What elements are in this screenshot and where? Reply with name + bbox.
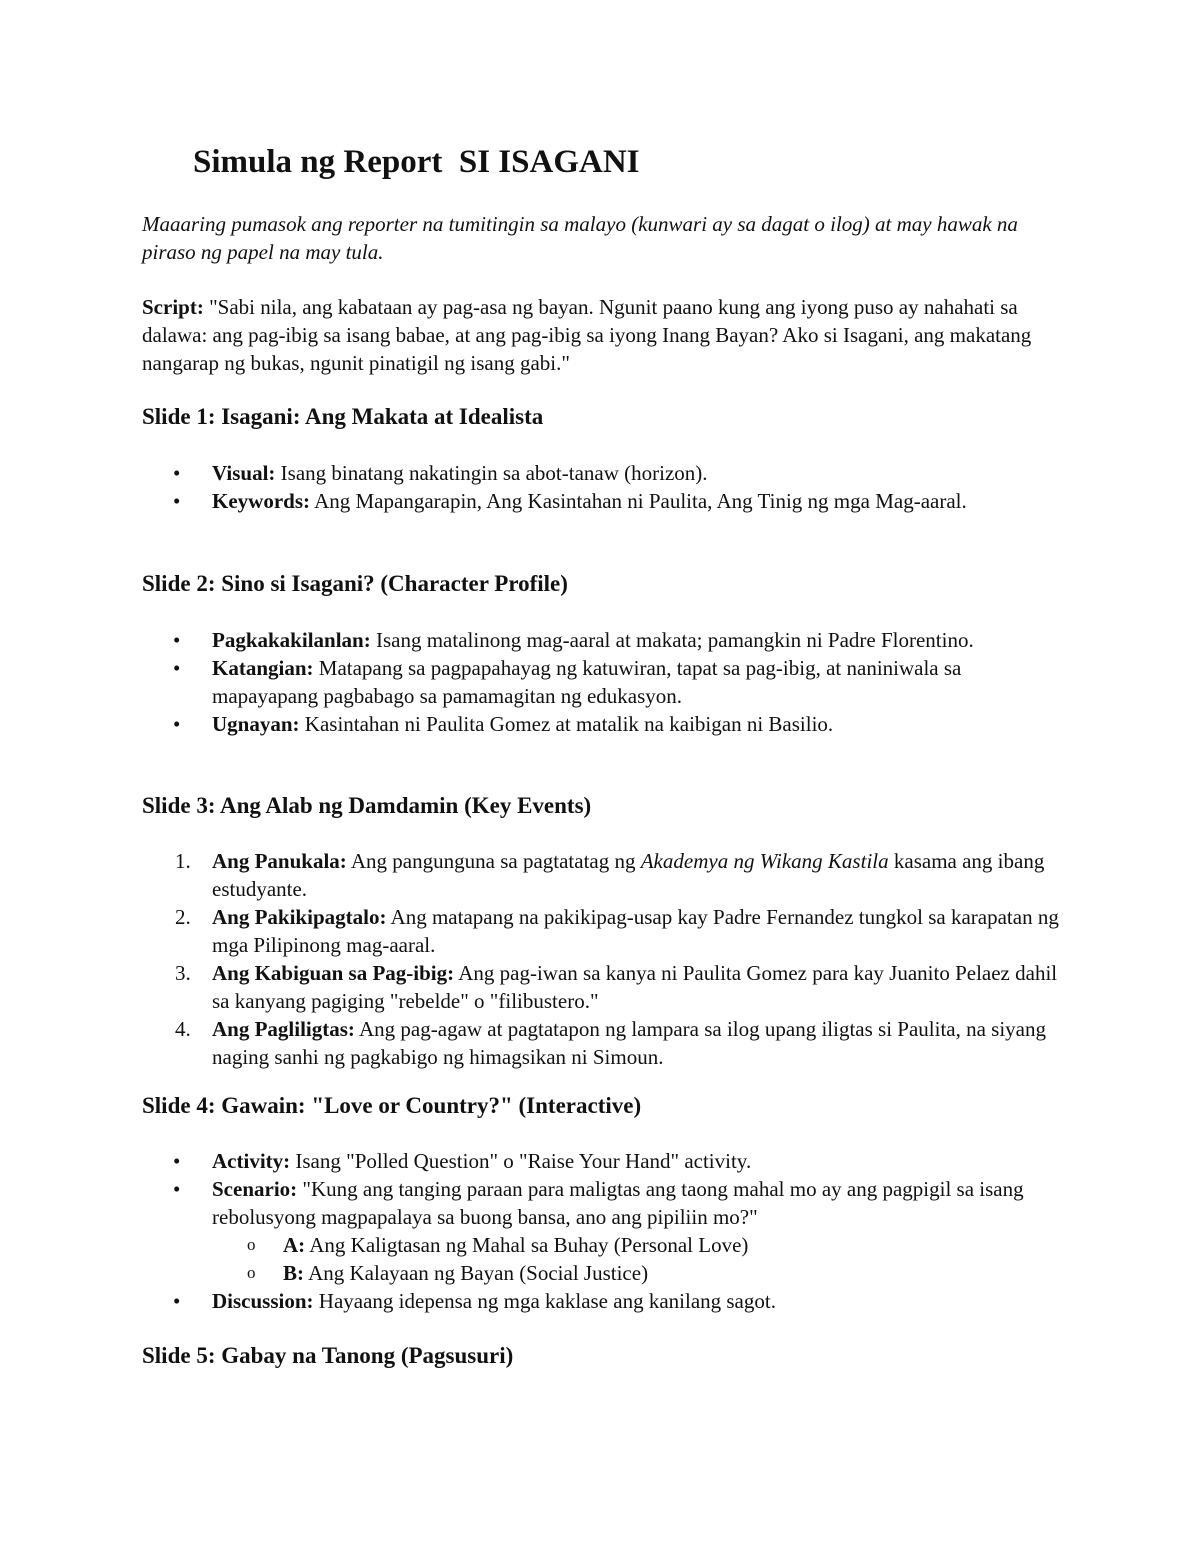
slide-4-heading: Slide 4: Gawain: "Love or Country?" (Interactive) [142,1093,642,1118]
script-label: Script: [142,295,204,319]
slide-4-list [142,1147,1072,1315]
list-item: • Pagkakakilanlan: Isang matalinong mag-aaral at makata; pamangkin ni Padre Florentino. [173,628,974,652]
slide-1-heading: Slide 1: Isagani: Ang Makata at Idealista [142,404,544,429]
list-subitem: o A: Ang Kaligtasan ng Mahal sa Buhay (Personal Love) [247,1233,749,1257]
circle-bullet-icon: o [247,1263,256,1282]
slide-2-list [142,626,1072,738]
list-number: 4. [175,1017,191,1041]
page-title: Simula ng Report SI ISAGANI [193,144,640,180]
list-number: 2. [175,905,191,929]
slide-3-list [142,847,1072,1071]
list-item: • Katangian: Matapang sa pagpapahayag ng katuwiran, tapat sa pag-ibig, at naniniwala sa mapayapang pagbabago sa pamamagitan ng edukasyon. [173,656,962,708]
list-item: 4. Ang Pagliligtas: Ang pag-agaw at pagtatapon ng lampara sa ilog upang iligtas si Paulita, na siyang naging sanhi ng pagkabigo ng himagsikan ni Simoun. [175,1017,1047,1069]
bullet-icon: • [173,1289,181,1313]
script-paragraph [142,293,1062,377]
circle-bullet-icon: o [247,1235,256,1254]
slide-5-heading: Slide 5: Gabay na Tanong (Pagsusuri) [142,1343,514,1368]
bullet-icon: • [173,489,181,513]
slide-2-heading: Slide 2: Sino si Isagani? (Character Profile) [142,571,568,596]
bullet-icon: • [173,1177,181,1201]
bullet-icon: • [173,712,181,736]
list-item: 3. Ang Kabiguan sa Pag-ibig: Ang pag-iwan sa kanya ni Paulita Gomez para kay Juanito Pelaez dahil sa kanyang pagiging "rebelde" o "filibustero." [175,961,1058,1013]
list-item: • Keywords: Ang Mapangarapin, Ang Kasintahan ni Paulita, Ang Tinig ng mga Mag-aaral. [173,489,967,513]
list-item: 2. Ang Pakikipagtalo: Ang matapang na pakikipag-usap kay Padre Fernandez tungkol sa karapatan ng mga Pilipinong mag-aaral. [175,905,1059,957]
list-item: • Scenario: "Kung ang tanging paraan para maligtas ang taong mahal mo ay ang pagpigil sa isang rebolusyong magpapalaya sa buong bansa, ano ang pipiliin mo?" [173,1177,1024,1229]
list-subitem: o B: Ang Kalayaan ng Bayan (Social Justice) [247,1261,649,1285]
list-item: • Activity: Isang "Polled Question" o "Raise Your Hand" activity. [173,1149,752,1173]
list-item: • Ugnayan: Kasintahan ni Paulita Gomez at matalik na kaibigan ni Basilio. [173,712,834,736]
bullet-icon: • [173,628,181,652]
slide-3-heading: Slide 3: Ang Alab ng Damdamin (Key Events) [142,793,592,818]
bullet-icon: • [173,656,181,680]
list-item: 1. Ang Panukala: Ang pangunguna sa pagtatatag ng Akademya ng Wikang Kastila kasama ang ibang estudyante. [175,849,1045,901]
intro-stage-direction: Maaaring pumasok ang reporter na tumitingin sa malayo (kunwari ay sa dagat o ilog) at may hawak na piraso ng papel na may tula. [142,212,1018,264]
slide-1-list [142,459,1072,515]
list-number: 1. [175,849,191,873]
bullet-icon: • [173,1149,181,1173]
list-number: 3. [175,961,191,985]
bullet-icon: • [173,461,181,485]
list-item: • Visual: Isang binatang nakatingin sa abot-tanaw (horizon). [173,461,708,485]
script-text: "Sabi nila, ang kabataan ay pag-asa ng bayan. Ngunit paano kung ang iyong puso ay nahahati sa dalawa: ang pag-ibig sa isang babae, at ang pag-ibig sa iyong Inang Bayan? Ako si Isagani, ang makatang nangarap ng bukas, ngunit pinatigil ng isang gabi." [142,295,1032,375]
list-item: • Discussion: Hayaang idepensa ng mga kaklase ang kanilang sagot. [173,1289,776,1313]
